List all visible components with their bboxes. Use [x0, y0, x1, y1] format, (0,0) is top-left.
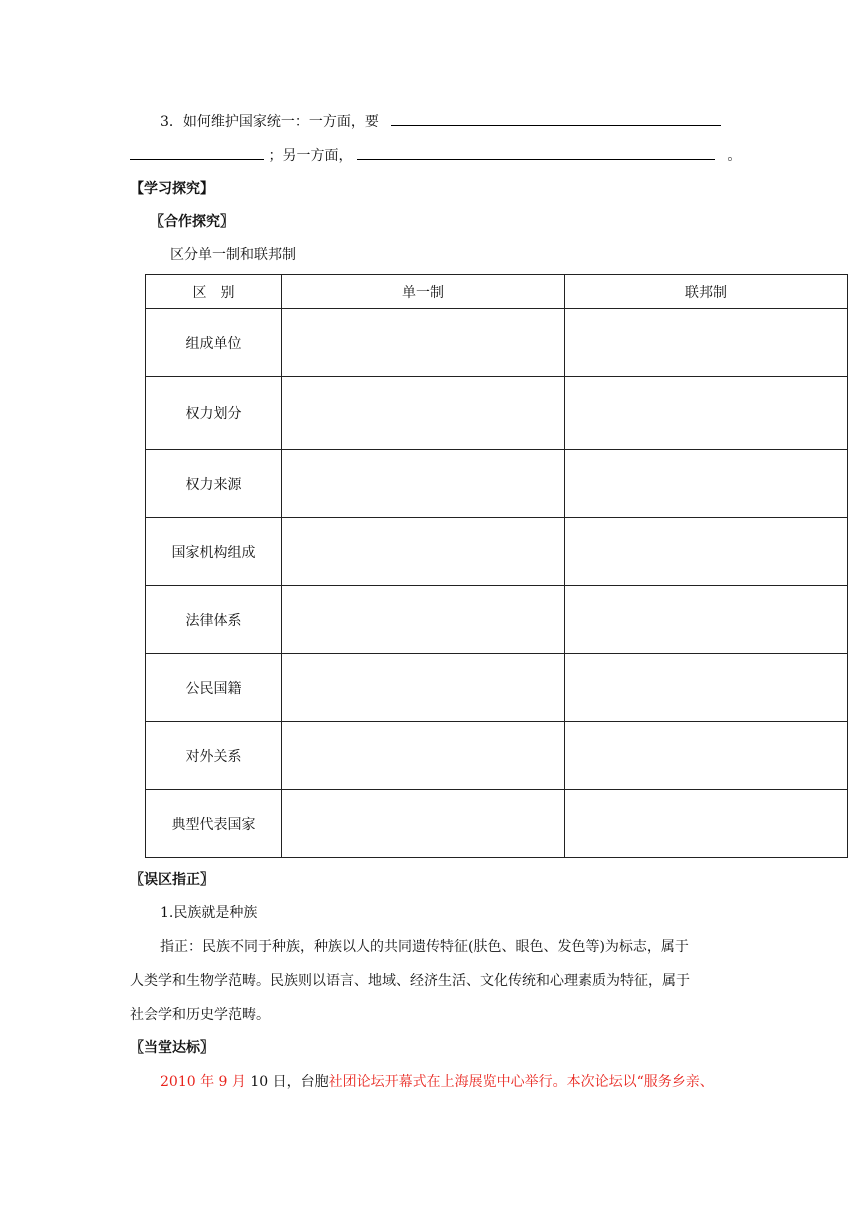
table-row: [146, 722, 848, 790]
table-row: [146, 450, 848, 518]
federal-cell[interactable]: [565, 586, 848, 654]
subsection-heading-cooperation: 〖合作探究〗: [150, 214, 234, 230]
unitary-cell[interactable]: [282, 654, 565, 722]
answer-blank-1[interactable]: [391, 111, 721, 126]
row-label: 权力来源: [146, 450, 282, 518]
unitary-cell[interactable]: [282, 518, 565, 586]
table-row: [146, 654, 848, 722]
question-3-line-2: [130, 145, 741, 166]
practice-date-black: 10 日，台胞: [245, 1074, 329, 1090]
unitary-cell[interactable]: [282, 450, 565, 518]
question-3-line-1: [160, 111, 721, 132]
row-label: 法律体系: [146, 586, 282, 654]
question-3-end: 。: [727, 148, 742, 164]
subsection-heading-practice: 〖当堂达标〗: [130, 1040, 214, 1056]
federal-cell[interactable]: [565, 790, 848, 858]
federal-cell[interactable]: [565, 377, 848, 450]
header-unitary: 单一制: [282, 275, 565, 309]
mistake-title: 1.民族就是种族: [160, 905, 258, 921]
mistake-correction-line: 社会学和历史学范畴。: [130, 1007, 270, 1023]
mistake-correction-line: 指正：民族不同于种族，种族以人的共同遗传特征(肤色、眼色、发色等)为标志，属于: [160, 939, 689, 955]
answer-blank-2[interactable]: [130, 145, 264, 160]
subsection-heading-mistake: 〖误区指正〗: [130, 872, 214, 888]
unitary-cell[interactable]: [282, 309, 565, 377]
table-row: [146, 518, 848, 586]
question-3-prefix: 3．如何维护国家统一：一方面，要: [160, 114, 379, 130]
unitary-cell[interactable]: [282, 377, 565, 450]
row-label: 权力划分: [146, 377, 282, 450]
table-header-row: [146, 275, 848, 309]
unitary-cell[interactable]: [282, 722, 565, 790]
header-federal: 联邦制: [565, 275, 848, 309]
table-row: [146, 790, 848, 858]
row-label: 组成单位: [146, 309, 282, 377]
table-caption: 区分单一制和联邦制: [170, 247, 296, 263]
practice-text-red: 社团论坛开幕式在上海展览中心举行。本次论坛以“服务乡亲、: [328, 1074, 714, 1090]
row-label: 对外关系: [146, 722, 282, 790]
federal-cell[interactable]: [565, 518, 848, 586]
federal-cell[interactable]: [565, 654, 848, 722]
table-row: [146, 586, 848, 654]
practice-date-red: 2010 年 9 月: [160, 1074, 246, 1090]
answer-blank-3[interactable]: [357, 145, 715, 160]
table-row: [146, 377, 848, 450]
question-3-middle: ；另一方面，: [268, 148, 353, 164]
federal-cell[interactable]: [565, 309, 848, 377]
row-label: 典型代表国家: [146, 790, 282, 858]
unitary-cell[interactable]: [282, 586, 565, 654]
comparison-table: [145, 274, 848, 858]
row-label: 公民国籍: [146, 654, 282, 722]
federal-cell[interactable]: [565, 722, 848, 790]
unitary-cell[interactable]: [282, 790, 565, 858]
row-label: 国家机构组成: [146, 518, 282, 586]
federal-cell[interactable]: [565, 450, 848, 518]
mistake-correction-line: 人类学和生物学范畴。民族则以语言、地域、经济生活、文化传统和心理素质为特征，属于: [130, 973, 690, 989]
section-heading-study: 【学习探究】: [130, 181, 214, 197]
table-row: [146, 309, 848, 377]
header-difference: 区 别: [146, 275, 282, 309]
practice-question-line: [160, 1072, 714, 1092]
